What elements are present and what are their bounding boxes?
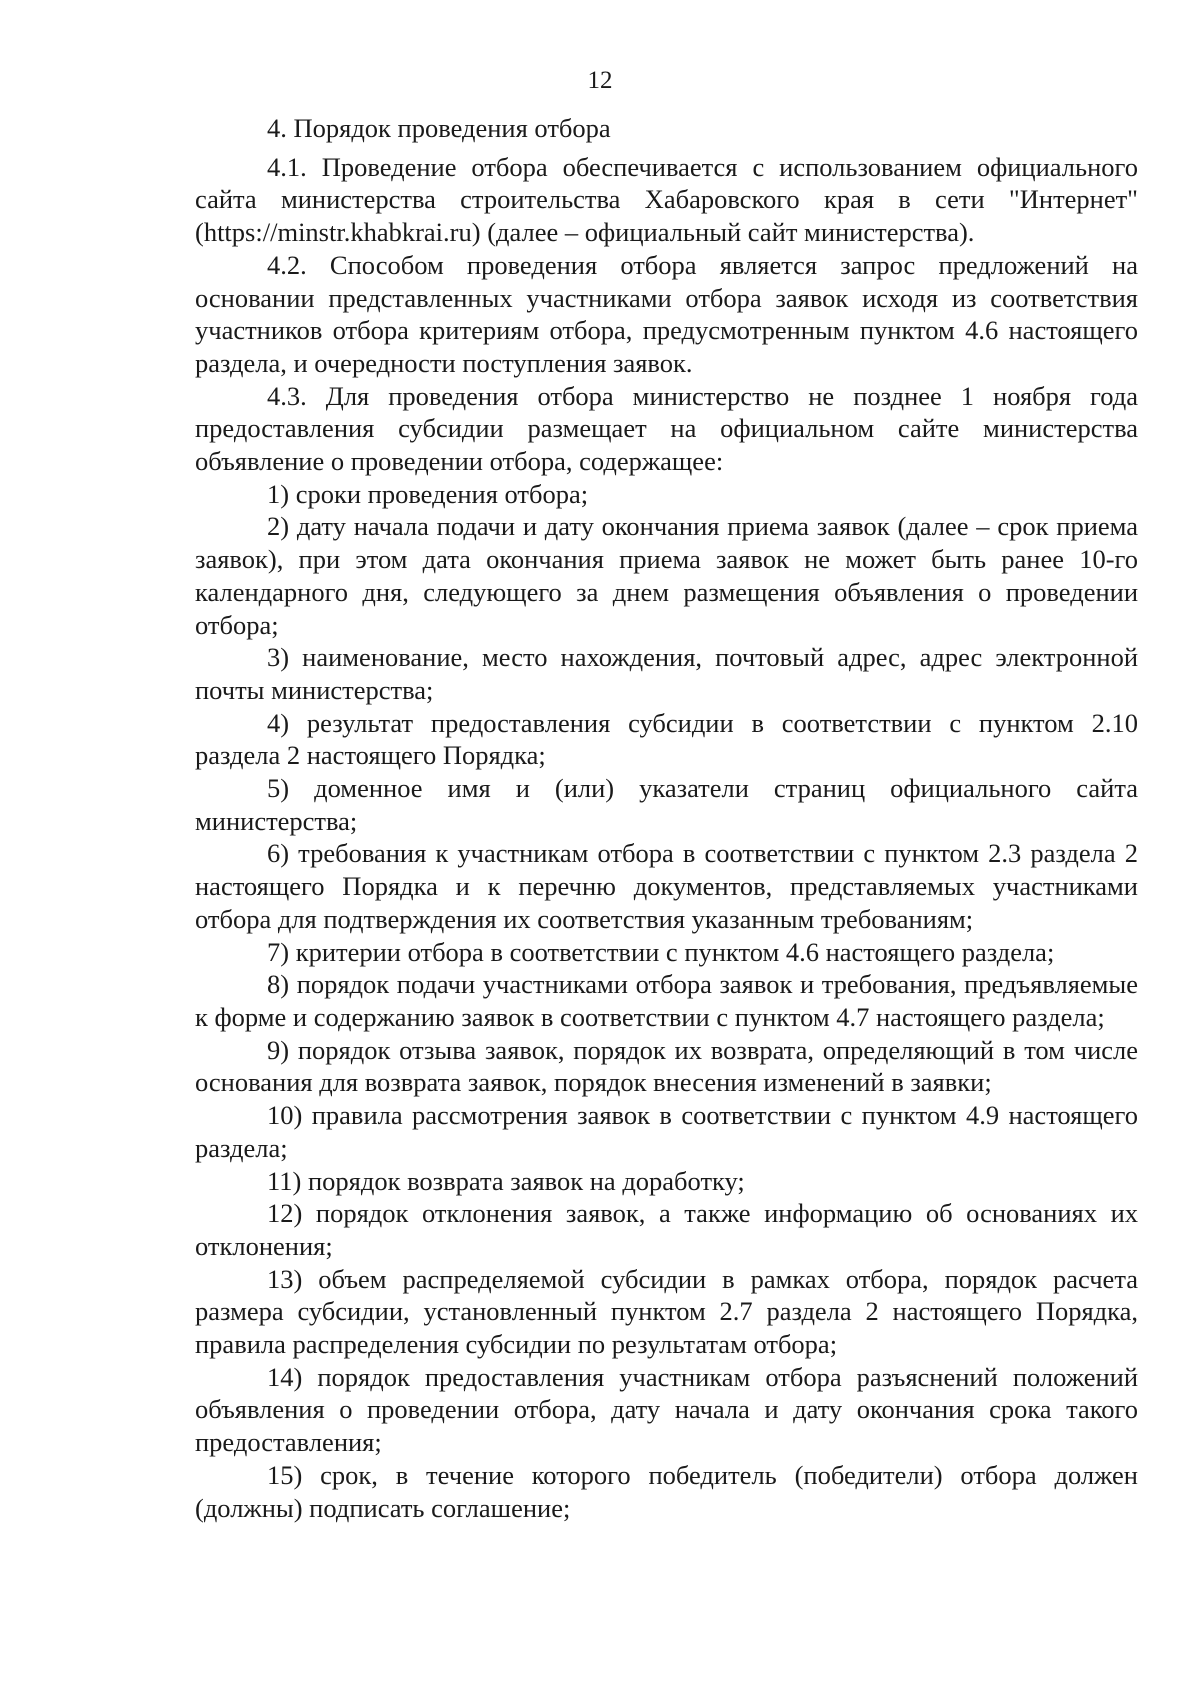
list-item-11: 11) порядок возврата заявок на доработку; <box>267 1165 745 1196</box>
list-item-10: 10) правила рассмотрения заявок в соответствии с пунктом 4.9 настоящего раздела; <box>195 1100 1138 1163</box>
list-item-14: 14) порядок предоставления участникам отбора разъяснений положений объявления о проведении отбора, дату начала и дату окончания срока такого предоставления; <box>195 1361 1138 1458</box>
paragraph-4-3: 4.3. Для проведения отбора министерство не позднее 1 ноября года предоставления субсидии размещает на официальном сайте министерства объявление о проведении отбора, содержащее: <box>195 380 1138 477</box>
paragraph-4-1: 4.1. Проведение отбора обеспечивается с использованием официального сайта министерства строительства Хабаровского края в сети "Интернет" (https://minstr.khabkrai.ru) (далее – официальный сайт министерства). <box>195 151 1138 248</box>
list-item-7: 7) критерии отбора в соответствии с пунктом 4.6 настоящего раздела; <box>267 936 1055 967</box>
list-item-13: 13) объем распределяемой субсидии в рамках отбора, порядок расчета размера субсидии, установленный пунктом 2.7 раздела 2 настоящего Порядка, правила распределения субсидии по результатам отбора; <box>195 1263 1138 1360</box>
list-item-12: 12) порядок отклонения заявок, а также информацию об основаниях их отклонения; <box>195 1198 1138 1261</box>
list-item-4: 4) результат предоставления субсидии в соответствии с пунктом 2.10 раздела 2 настоящего Порядка; <box>195 707 1138 771</box>
list-item-5: 5) доменное имя и (или) указатели страниц официального сайта министерства; <box>195 773 1138 836</box>
list-item-1: 1) сроки проведения отбора; <box>267 478 589 509</box>
list-item-6: 6) требования к участникам отбора в соответствии с пунктом 2.3 раздела 2 настоящего Порядка и к перечню документов, представляемых участниками отбора для подтверждения их соответствия указанным требованиям; <box>195 838 1138 934</box>
page-number: 12 <box>587 67 613 94</box>
list-item-8: 8) порядок подачи участниками отбора заявок и требования, предъявляемые к форме и содержанию заявок в соответствии с пунктом 4.7 настоящего раздела; <box>195 969 1138 1032</box>
list-item-15: 15) срок, в течение которого победитель (победители) отбора должен (должны) подписать соглашение; <box>195 1459 1138 1523</box>
list-item-3: 3) наименование, место нахождения, почтовый адрес, адрес электронной почты министерства; <box>195 642 1138 705</box>
document-body <box>195 112 1138 1524</box>
list-item-9: 9) порядок отзыва заявок, порядок их возврата, определяющий в том числе основания для возврата заявок, порядок внесения изменений в заявки; <box>195 1034 1138 1098</box>
paragraph-4-2: 4.2. Способом проведения отбора является запрос предложений на основании представленных участниками отбора заявок исходя из соответствия участников отбора критериям отбора, предусмотренным пунктом 4.6 настоящего раздела, и очередности поступления заявок. <box>195 249 1138 378</box>
list-item-2: 2) дату начала подачи и дату окончания приема заявок (далее – срок приема заявок), при этом дата окончания приема заявок не может быть ранее 10-го календарного дня, следующего за днем размещения объявления о проведении отбора; <box>195 511 1138 640</box>
section-heading: 4. Порядок проведения отбора <box>267 113 611 143</box>
